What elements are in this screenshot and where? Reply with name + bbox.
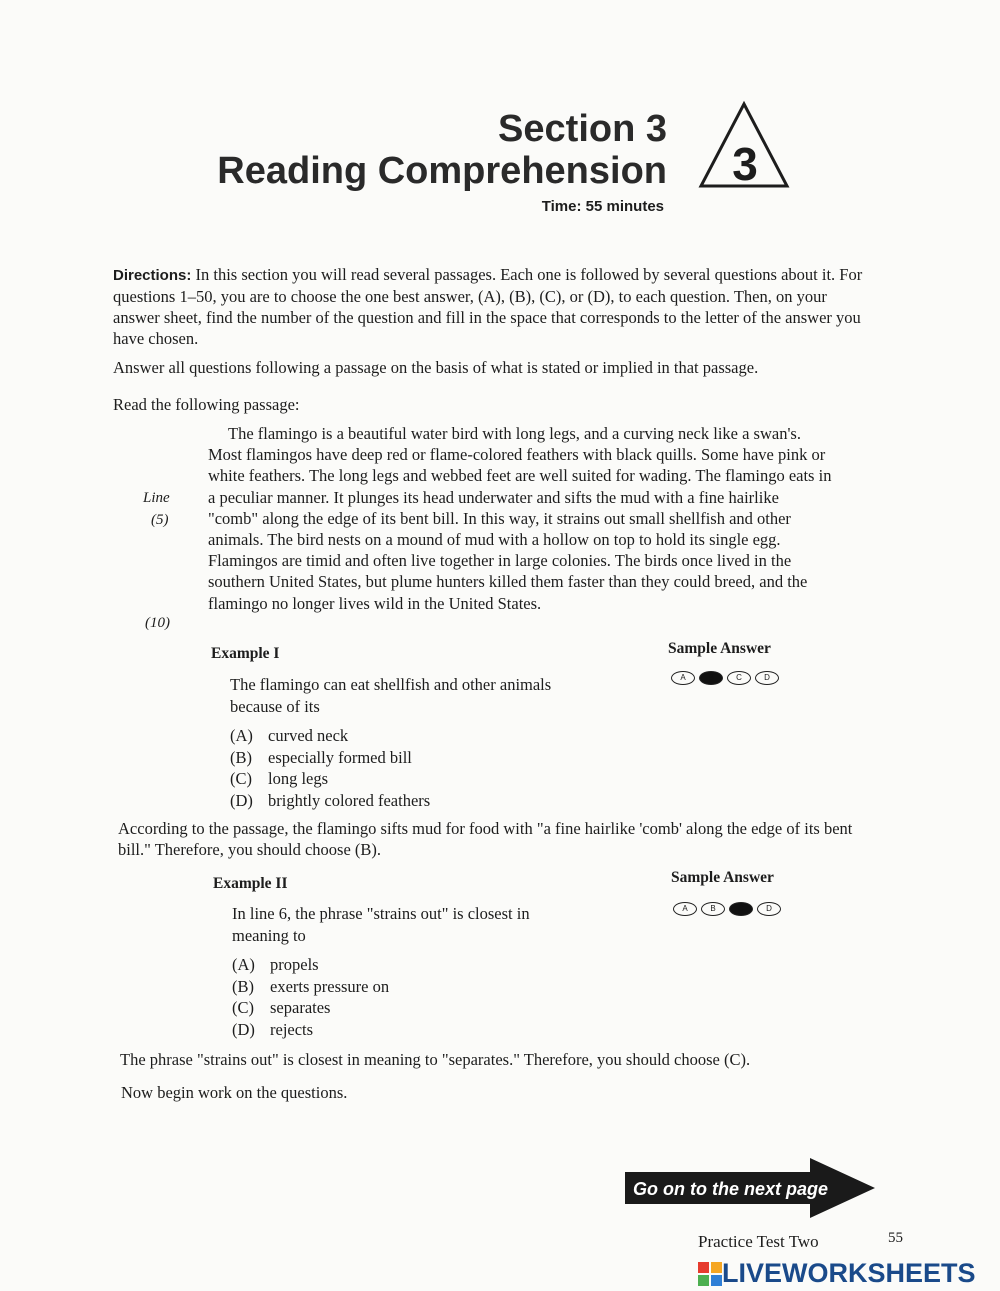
watermark-text: LIVEWORKSHEETS bbox=[722, 1258, 976, 1288]
option-letter: (D) bbox=[230, 790, 253, 810]
book-label: Practice Test Two bbox=[698, 1232, 819, 1251]
bubble-b-filled: B bbox=[699, 671, 723, 685]
option-row bbox=[232, 997, 389, 1019]
section-badge-number: 3 bbox=[732, 138, 758, 190]
section-title bbox=[217, 108, 667, 192]
page-number: 55 bbox=[888, 1230, 903, 1246]
option-row bbox=[232, 954, 389, 976]
option-row bbox=[230, 747, 430, 769]
option-letter: (C) bbox=[230, 769, 252, 788]
bubble-d: D bbox=[757, 902, 781, 916]
option-letter: (B) bbox=[230, 747, 252, 767]
option-letter: (C) bbox=[232, 998, 254, 1017]
directions-lead: Directions: bbox=[113, 267, 192, 284]
line-label: Line bbox=[143, 490, 170, 506]
bubble-a: A bbox=[673, 902, 697, 916]
example-1-options bbox=[230, 725, 430, 811]
bubble-c: C bbox=[727, 671, 751, 685]
closing-instruction: Now begin work on the questions. bbox=[121, 1083, 348, 1102]
option-text: especially formed bill bbox=[268, 747, 412, 767]
section-name: Reading Comprehension bbox=[217, 150, 667, 192]
example-2-explanation: The phrase "strains out" is closest in meaning to "separates." Therefore, you should choose (C). bbox=[120, 1050, 751, 1069]
bubble-a: A bbox=[671, 671, 695, 685]
example-2-question: In line 6, the phrase "strains out" is closest in meaning to bbox=[232, 904, 530, 945]
option-text: long legs bbox=[268, 769, 329, 788]
section-triangle-icon bbox=[698, 100, 790, 190]
read-following-instruction: Read the following passage: bbox=[113, 395, 300, 414]
option-row bbox=[230, 725, 430, 747]
line-marker-5: (5) bbox=[151, 512, 169, 528]
section-number: Section 3 bbox=[498, 108, 667, 150]
line-marker-10: (10) bbox=[145, 615, 170, 631]
example-1-sample-label: Sample Answer bbox=[668, 640, 771, 657]
example-1-question: The flamingo can eat shellfish and other animals because of its bbox=[230, 675, 552, 716]
watermark bbox=[698, 1258, 976, 1289]
time-limit: Time: 55 minutes bbox=[541, 198, 664, 215]
option-text: separates bbox=[270, 998, 331, 1017]
example-1-title: Example I bbox=[211, 645, 280, 662]
option-row bbox=[230, 790, 430, 812]
option-text: exerts pressure on bbox=[270, 976, 390, 996]
example-2-sample-label: Sample Answer bbox=[671, 869, 774, 886]
option-letter: (D) bbox=[232, 1019, 255, 1039]
directions bbox=[113, 264, 868, 349]
option-row bbox=[230, 768, 430, 790]
answer-all-instruction: Answer all questions following a passage on the basis of what is stated or implied in that passage. bbox=[113, 358, 759, 377]
next-page-arrow-icon bbox=[625, 1158, 877, 1220]
bubble-d: D bbox=[755, 671, 779, 685]
next-page-label: Go on to the next page bbox=[633, 1179, 829, 1199]
example-2-answer-bubbles bbox=[673, 902, 781, 916]
option-letter: (A) bbox=[230, 726, 253, 745]
example-1-explanation: According to the passage, the flamingo sifts mud for food with "a fine hairlike 'comb' along the edge of its bent bill." Therefore, you should choose (B). bbox=[118, 819, 853, 859]
bubble-b: B bbox=[701, 902, 725, 916]
option-letter: (B) bbox=[232, 976, 254, 996]
option-row bbox=[232, 1019, 389, 1041]
example-2-options bbox=[232, 954, 389, 1040]
passage-text: The flamingo is a beautiful water bird with long legs, and a curving neck like a swan's. Most flamingos have deep red or flame-colored feathers with black quills. Some have pink or white feathers. The long legs and webbed feet are well suited for wading. The flamingo eats in a peculiar manner. It plunges its head underwater and sifts the mud with a fine hairlike "comb" along the edge of its bent bill. In this way, it strains out small shellfish and other animals. The bird nests on a mound of mud with a hollow on top to hold its single egg. Flamingos are timid and often live together in large colonies. The birds once lived in the southern United States, but plume hunters killed them faster than they could breed, and the flamingo no longer lives wild in the United States. bbox=[208, 424, 832, 613]
option-text: rejects bbox=[270, 1019, 314, 1039]
option-text: curved neck bbox=[268, 726, 349, 745]
liveworksheets-logo-icon bbox=[698, 1262, 722, 1286]
option-letter: (A) bbox=[232, 955, 255, 974]
option-text: brightly colored feathers bbox=[268, 790, 431, 810]
option-row bbox=[232, 976, 389, 998]
directions-text: In this section you will read several passages. Each one is followed by several questions about it. For questions 1–50, you are to choose the one best answer, (A), (B), (C), or (D), to each question. Then, on your answer sheet, find the number of the question and fill in the space that corresponds to the letter of the answer you have chosen. bbox=[113, 265, 863, 348]
example-2-title: Example II bbox=[213, 875, 288, 892]
option-text: propels bbox=[270, 955, 319, 974]
bubble-c-filled: C bbox=[729, 902, 753, 916]
example-1-answer-bubbles bbox=[671, 671, 779, 685]
